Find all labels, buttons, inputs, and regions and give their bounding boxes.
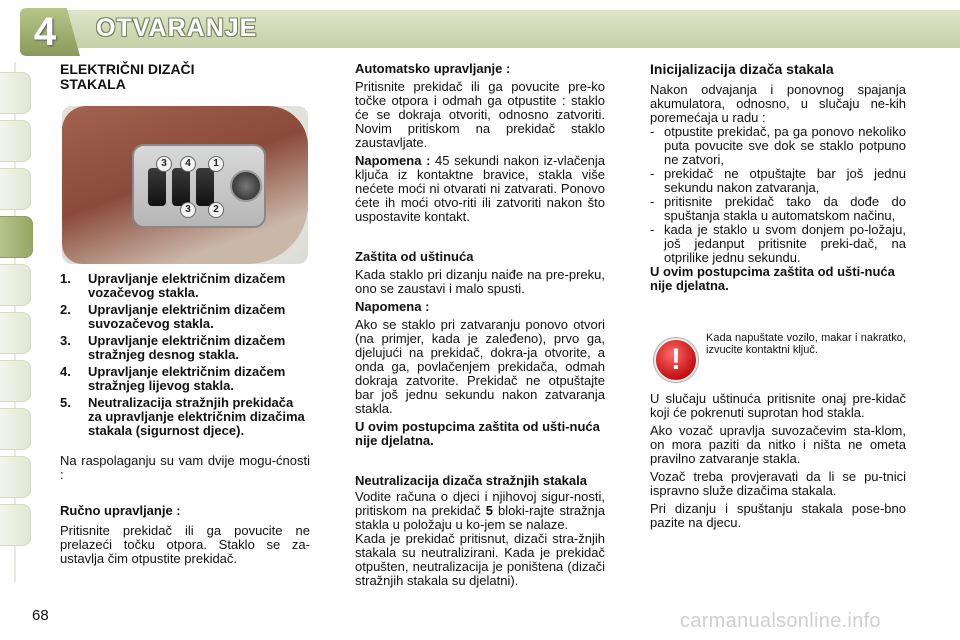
- section-title-window-lifts: ELEKTRIČNI DIZAČI STAKALA: [60, 61, 195, 92]
- photo-badge-1: 1: [208, 156, 224, 172]
- anti-pinch-text: Kada staklo pri dizanju naiđe na pre-preku, ono se zaustavi i malo spusti.: [355, 267, 605, 296]
- rear-neutralization-text: Vodite računa o djeci i njihovoj sigur-nosti, pritiskom na prekidač 5 bloki-rajte stražnja stakla u položaju u ko-jem se nalaze.: [355, 489, 605, 532]
- driver-control-note: Ako vozač upravlja suvozačevim sta-klom, on mora paziti da nitko i ništa ne ometa pravilno zatvaranje stakla.: [650, 423, 906, 466]
- side-tab-1[interactable]: [0, 72, 31, 114]
- photo-badge-4: 4: [180, 156, 196, 172]
- passenger-use-note: Vozač treba provjeravati da li se pu-tnici ispravno služe dizačima stakala.: [650, 469, 906, 498]
- window-switch-photo: [62, 106, 308, 264]
- side-tab-8[interactable]: [0, 408, 31, 450]
- auto-control-text: Pritisnite prekidač ili ga povucite pre-ko točke otpora i odmah ga otpustite : staklo će se dokraja otvoriti, odnosno zatvoriti. Novim pritiskom na prekidač staklo zaustavljate.: [355, 79, 605, 150]
- auto-control-title: Automatsko upravljanje :: [355, 61, 511, 76]
- children-note: Pri dizanju i spuštanju stakala pose-bno pazite na djecu.: [650, 501, 906, 530]
- page-number: 68: [32, 607, 49, 624]
- switch-legend-list: [60, 272, 310, 438]
- list-item: 1. Upravljanje električnim dizačem vozačevog stakla.: [60, 271, 286, 300]
- anti-pinch-disabled-note: U ovim postupcima zaštita od ušti-nuća nije djelatna.: [355, 419, 600, 448]
- pinch-instruction: U slučaju uštinuća pritisnite onaj pre-kidač koji će pokrenuti suprotan hod stakla.: [650, 391, 906, 420]
- switch-legend: [60, 272, 310, 566]
- middle-column: [355, 62, 605, 588]
- warning-box: [650, 332, 906, 390]
- side-tab-5[interactable]: [0, 264, 31, 306]
- anti-pinch-title: Zaštita od uštinuća: [355, 249, 474, 264]
- note-2-text: Ako se staklo pri zatvaranju ponovo otvori (na primjer, kada je zaleđeno), prvo ga, djelujući na prekidač, dokra-ja otvorite, a onda ga, povlačenjem prekidača, odmah dokraja zatvorite. Prekidač ne otpuštajte bar još jednu sekundu nakon zatvaranja stakla.: [355, 317, 605, 416]
- page-title: OTVARANJE: [96, 14, 258, 42]
- chapter-number: 4: [33, 10, 57, 54]
- side-tab-6[interactable]: [0, 312, 31, 354]
- photo-badge-2: 2: [208, 202, 224, 218]
- right-column-lower: [650, 392, 906, 530]
- side-tabs: [0, 62, 34, 582]
- left-column: [60, 62, 310, 92]
- side-tab-10[interactable]: [0, 504, 31, 546]
- side-tab-7[interactable]: [0, 360, 31, 402]
- rear-neutralization-title: Neutralizacija dizača stražnjih stakala: [355, 473, 587, 488]
- switch-rear-left: [172, 168, 190, 206]
- list-item: - otpustite prekidač, pa ga ponovo nekoliko puta povucite sve dok se staklo potpuno ne zatvori,: [650, 125, 906, 167]
- init-title: Inicijalizacija dizača stakala: [650, 61, 834, 77]
- mirror-knob-image: [230, 170, 262, 202]
- init-steps: [650, 125, 906, 265]
- list-item: 5. Neutralizacija stražnjih prekidača za upravljanje električnim dizačima stakala (sigurnost djece).: [60, 395, 305, 438]
- list-item: 4. Upravljanje električnim dizačem stražnjeg lijevog stakla.: [60, 364, 286, 393]
- init-text: Nakon odvajanja i ponovnog spajanja akumulatora, odnosno, u slučaju ne-kih poremećaja u radu :: [650, 82, 906, 125]
- rear-neutralization-text-2: Kada je prekidač pritisnut, dizači stra-žnjih stakala su neutralizirani. Kada je prekidač otpušten, neutralizacija je poništena (dizači stražnjih stakala su djelatni).: [355, 531, 605, 588]
- side-tab-4-active[interactable]: [0, 216, 33, 258]
- manual-control-title: Ručno upravljanje :: [60, 503, 181, 518]
- warning-text: Kada napuštate vozilo, makar i nakratko, izvucite kontaktni ključ.: [706, 332, 906, 356]
- page-header: [0, 0, 960, 58]
- photo-badge-3b: 3: [180, 202, 196, 218]
- switch-panel-image: [132, 144, 266, 228]
- side-tab-2[interactable]: [0, 120, 31, 162]
- note-1: Napomena : 45 sekundi nakon iz-vlačenja ključa iz kontaktne bravice, stakla više nećete moći ni otvarati ni zatvarati. Ponovo ćete ih moći otvo-riti ili zatvoriti nakon što uspostavite kontakt.: [355, 153, 605, 224]
- list-item: 2. Upravljanje električnim dizačem suvozačevog stakla.: [60, 302, 286, 331]
- list-item: - prekidač ne otpuštajte bar još jednu sekundu nakon zatvaranja,: [650, 167, 906, 195]
- list-item: - pritisnite prekidač tako da dođe do spuštanja stakla u automatskom načinu,: [650, 195, 906, 223]
- options-intro: Na raspolaganju su vam dvije mogu-ćnosti :: [60, 453, 310, 482]
- init-anti-pinch-note: U ovim postupcima zaštita od ušti-nuća nije djelatna.: [650, 264, 895, 293]
- right-column: [650, 62, 906, 293]
- warning-icon: !: [654, 338, 698, 382]
- watermark: carmanualsonline.info: [680, 610, 881, 632]
- photo-badge-3: 3: [156, 156, 172, 172]
- list-item: 3. Upravljanje električnim dizačem stražnjeg desnog stakla.: [60, 333, 286, 362]
- list-item: - kada je staklo u svom donjem po-ložaju, još jedanput pritisnite preki-dač, na otprilike jednu sekundu.: [650, 223, 906, 265]
- manual-control-text: Pritisnite prekidač ili ga povucite ne prelazeći točku otpora. Staklo se za-ustavlja čim otpustite prekidač.: [60, 523, 310, 566]
- side-tab-3[interactable]: [0, 168, 31, 210]
- switch-driver: [196, 168, 214, 206]
- note-2-label: Napomena :: [355, 299, 430, 314]
- switch-rear-right: [148, 168, 166, 206]
- side-tab-9[interactable]: [0, 456, 31, 498]
